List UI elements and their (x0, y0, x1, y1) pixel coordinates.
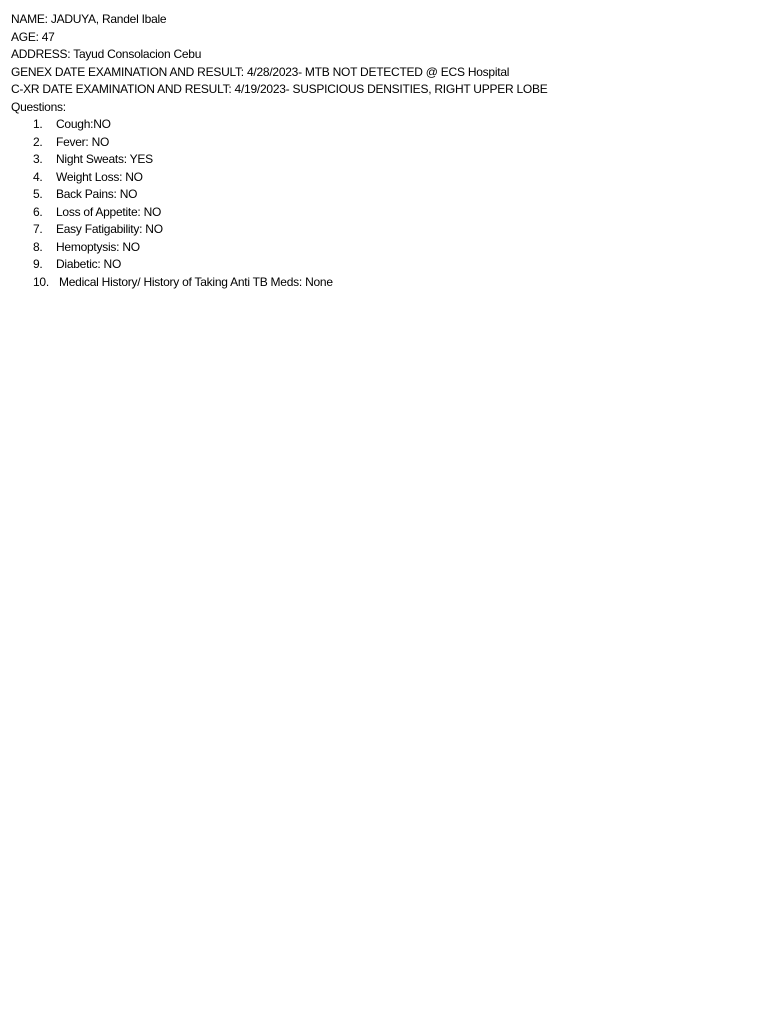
list-item-number: 4. (33, 169, 43, 184)
list-item-number: 3. (33, 152, 43, 166)
list-item (11, 256, 751, 274)
list-item-text: Diabetic: NO (56, 257, 122, 271)
list-item (11, 169, 751, 187)
questions-heading: Questions: (11, 99, 66, 114)
list-item-text: Back Pains: NO (56, 187, 138, 201)
document-content (11, 11, 751, 291)
patient-age: AGE: 47 (11, 29, 55, 44)
genex-result: GENEX DATE EXAMINATION AND RESULT: 4/28/2023- MTB NOT DETECTED @ ECS Hospital (11, 64, 510, 79)
list-item (11, 204, 751, 222)
list-item-number: 7. (33, 222, 43, 236)
list-item-number: 10. (33, 274, 49, 289)
list-item (11, 274, 751, 292)
list-item (11, 186, 751, 204)
list-item-text: Cough:NO (56, 117, 111, 131)
list-item-text: Hemoptysis: NO (56, 239, 140, 254)
list-item-text: Medical History/ History of Taking Anti TB Meds: None (59, 274, 333, 289)
list-item-number: 1. (33, 117, 43, 131)
list-item-number: 6. (33, 204, 43, 219)
patient-address: ADDRESS: Tayud Consolacion Cebu (11, 47, 202, 61)
list-item (11, 151, 751, 169)
list-item-number: 9. (33, 257, 43, 271)
list-item-text: Weight Loss: NO (56, 169, 143, 184)
list-item (11, 134, 751, 152)
list-item (11, 221, 751, 239)
list-item (11, 116, 751, 134)
list-item-number: 2. (33, 134, 43, 149)
patient-name: NAME: JADUYA, Randel Ibale (11, 12, 167, 26)
list-item-text: Night Sweats: YES (56, 152, 153, 166)
list-item (11, 239, 751, 257)
cxr-result: C-XR DATE EXAMINATION AND RESULT: 4/19/2023- SUSPICIOUS DENSITIES, RIGHT UPPER LOBE (11, 82, 548, 96)
questions-list (11, 116, 751, 291)
list-item-text: Easy Fatigability: NO (56, 222, 163, 236)
list-item-text: Fever: NO (56, 134, 110, 149)
list-item-text: Loss of Appetite: NO (56, 204, 162, 219)
list-item-number: 8. (33, 239, 43, 254)
list-item-number: 5. (33, 187, 43, 201)
